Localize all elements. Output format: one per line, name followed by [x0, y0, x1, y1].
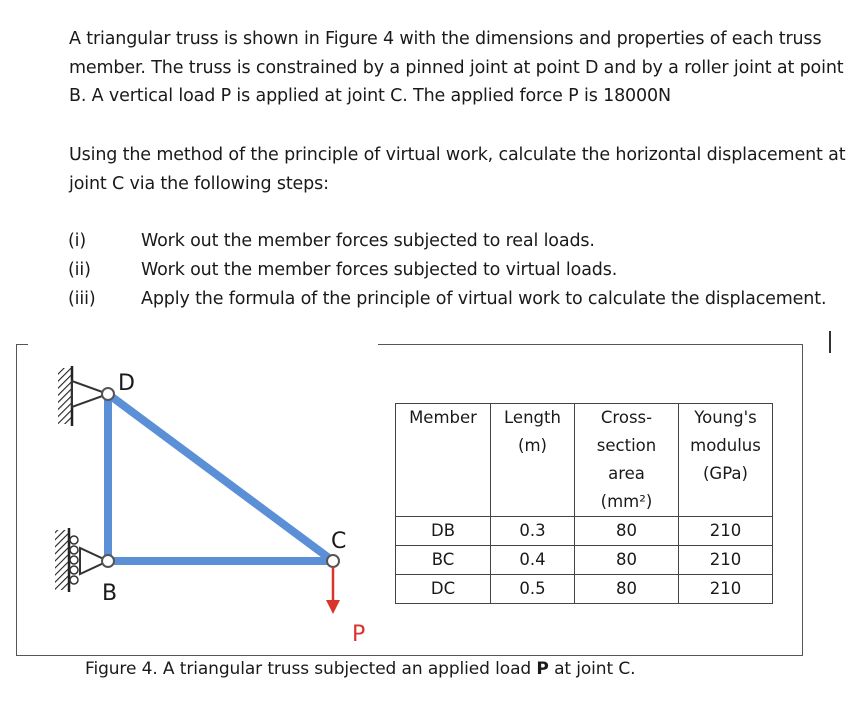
table-header-row [396, 404, 773, 517]
table-row [396, 575, 773, 604]
cell-area: 80 [575, 546, 679, 575]
joint-c [327, 555, 339, 567]
cell-length: 0.5 [491, 575, 575, 604]
header-length: Length (m) [491, 404, 575, 517]
joint-b [102, 555, 114, 567]
step-number: (i) [68, 231, 87, 251]
cell-length: 0.3 [491, 517, 575, 546]
cell-area: 80 [575, 575, 679, 604]
table-row [396, 546, 773, 575]
ground-hatch [55, 530, 69, 590]
cell-modulus: 210 [679, 517, 773, 546]
member-dc [108, 394, 333, 561]
table-row [396, 517, 773, 546]
task-statement: Using the method of the principle of virtual work, calculate the horizontal displacement at joint C via the following steps: [69, 145, 846, 194]
cell-member: BC [396, 546, 491, 575]
cell-area: 80 [575, 517, 679, 546]
figure-caption [85, 657, 635, 681]
load-arrow [326, 567, 340, 614]
step-text: Apply the formula of the principle of virtual work to calculate the displacement. [141, 289, 827, 309]
ground-hatch [58, 368, 72, 424]
header-member: Member [396, 404, 491, 517]
step-number: (ii) [68, 260, 91, 280]
cell-modulus: 210 [679, 546, 773, 575]
problem-intro: A triangular truss is shown in Figure 4 with the dimensions and properties of each truss member. The truss is constrained by a pinned joint at point D and by a roller joint at point B. A vertical load P is applied at joint C. The applied force P is 18000N [69, 29, 844, 106]
label-d: D [118, 371, 135, 396]
truss-members [108, 394, 333, 561]
caption-prefix: Figure 4. A triangular truss subjected an applied load [85, 659, 537, 679]
pinned-support-d [58, 366, 108, 426]
joint-d [102, 388, 114, 400]
header-modulus: Young's modulus (GPa) [679, 404, 773, 517]
cell-member: DB [396, 517, 491, 546]
caption-suffix: at joint C. [548, 659, 636, 679]
label-p: P [352, 622, 366, 647]
member-properties-table [395, 403, 773, 604]
header-area: Cross- section area (mm²) [575, 404, 679, 517]
cell-member: DC [396, 575, 491, 604]
step-text: Work out the member forces subjected to real loads. [141, 231, 595, 251]
cell-modulus: 210 [679, 575, 773, 604]
label-b: B [102, 581, 118, 606]
label-c: C [331, 529, 347, 554]
caption-bold: P [536, 659, 549, 679]
roller-support-b [55, 528, 108, 592]
step-text: Work out the member forces subjected to virtual loads. [141, 260, 618, 280]
step-number: (iii) [68, 289, 96, 309]
rollers [70, 536, 78, 584]
cell-length: 0.4 [491, 546, 575, 575]
